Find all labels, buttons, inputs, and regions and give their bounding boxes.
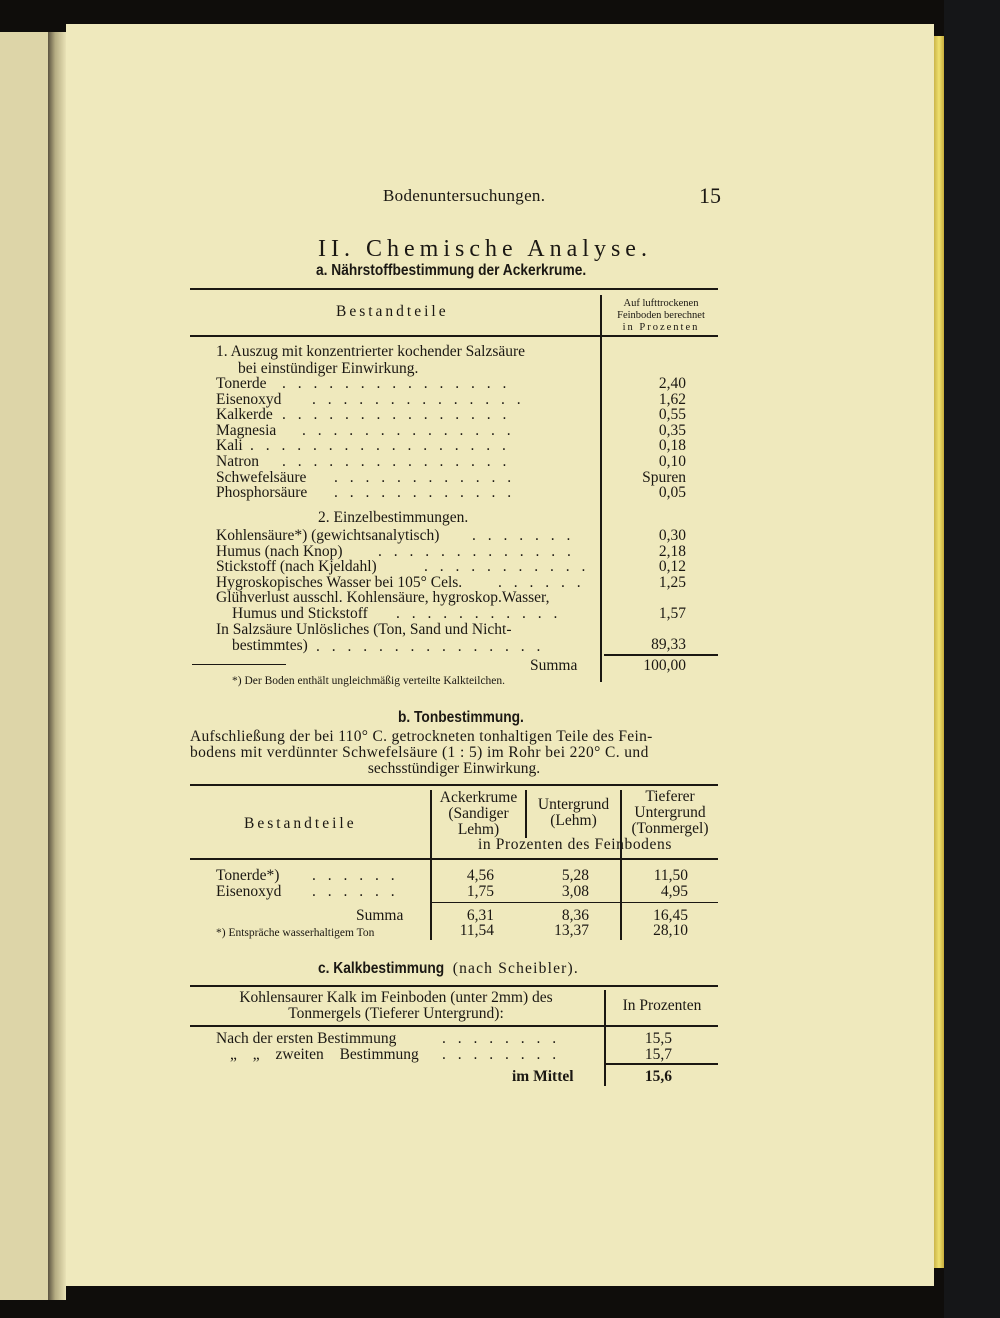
row-label: Kali (216, 437, 243, 455)
leader-dots: . . . . . . . . . . . . . . . . . . . . . . . . . . . . . . . . . . . . . . . . . . . . . . . . . . . . . . . . . . . . . . . . . . . . . . . . . . . . . . . . . . . . . . . . . . . . . . . . . . . . . . . . . . . . . . . . . . (250, 375, 525, 502)
row-value: 0,05 (658, 484, 686, 502)
table-b-col2-values: 5,28 3,08 (561, 867, 589, 900)
table-b-sum-rule (432, 902, 718, 903)
table-b-labels (216, 868, 281, 900)
mean-value: 15,6 (644, 1068, 672, 1085)
row-value: 2,40 (658, 375, 686, 392)
table-c-header-rule (190, 1025, 718, 1027)
row-label: Natron (216, 452, 260, 470)
row-label: Stickstoff (nach Kjeldahl) (216, 558, 377, 576)
unloesliches-value: 89,33 (651, 636, 686, 653)
row-value: 0,35 (658, 421, 686, 439)
row-label: Nach der ersten Bestimmung (216, 1030, 397, 1047)
row-label: Kohlensäure*) (gewichtsanalytisch) (216, 527, 440, 544)
row-label: Phosphorsäure (216, 484, 308, 502)
ton-value-1: 11,54 (459, 922, 494, 939)
table-c-values (606, 1031, 672, 1063)
row-label: Humus (nach Knop) (216, 542, 343, 560)
leader-dots: . . . . . . . . . . . . . . . (316, 638, 545, 655)
part-b-title: b. Tonbestimmung. (398, 709, 524, 726)
leader-dots: . . . . . . . . . . . . . . . . (442, 1030, 561, 1063)
mean-rule (606, 1063, 718, 1065)
group1-heading: 1. Auszug mit konzentrierter kochender Salzsäure bei einstündiger Einwirkung. (216, 343, 526, 377)
sum-rule (604, 654, 718, 656)
mean-label: im Mittel (512, 1068, 574, 1085)
table-b-col-label: Bestandteile (244, 815, 357, 832)
part-b-intro: Aufschließung der bei 110° C. getrockneten tonhaltigen Teile des Fein- bodens mit verdünnter Schwefelsäure (1 : 5) im Rohr bei 220° C. und sechsstündiger Einwirkung. (190, 728, 653, 777)
col-untergrund: Untergrund (Lehm) (537, 796, 610, 829)
gluehverlust-value: 1,57 (658, 605, 686, 622)
footnote-rule (192, 664, 286, 665)
table-b-top-rule (190, 784, 718, 786)
page-edges (934, 36, 944, 1268)
row-label: Eisenoxyd (216, 390, 282, 408)
row-label: Eisenoxyd (216, 883, 282, 900)
group2-heading: 2. Einzelbestimmungen. (318, 509, 469, 526)
group2-values (586, 528, 686, 590)
table-c-col-value: In Prozenten (622, 997, 702, 1014)
table-b-sum-2: 8,36 (561, 907, 589, 924)
book-cover (944, 0, 1000, 1318)
row-label: Tonerde (216, 375, 267, 392)
page-number: 15 (699, 183, 721, 208)
footnote-a: *) Der Boden enthält ungleichmäßig verteilte Kalkteilchen. (232, 675, 506, 687)
section-title: II. Chemische Analyse. (318, 236, 652, 262)
row-value: 0,12 (658, 558, 686, 576)
group1-values (586, 376, 686, 501)
row-label: Kalkerde (216, 406, 273, 424)
left-page-edge (0, 32, 48, 1300)
table-b-sum-3: 16,45 (653, 907, 688, 924)
col-tieferer-untergrund: Tieferer Untergrund (Tonmergel) (631, 788, 709, 837)
table-c-labels (216, 1031, 419, 1063)
row-value: 2,18 (658, 542, 686, 560)
running-title: Bodenuntersuchungen. (383, 186, 546, 205)
table-b-header-rule (190, 858, 718, 860)
sum-value: 100,00 (643, 657, 686, 674)
row-value: 0,18 (658, 437, 686, 455)
row-value: 0,30 (658, 527, 686, 544)
row-label: Magnesia (216, 421, 277, 439)
part-c-title: c. Kalkbestimmung (nach Scheibler). (318, 960, 579, 977)
table-a-col-value-label: Auf lufttrockenen Feinboden berechnet in Prozenten (617, 298, 705, 333)
row-label: Schwefelsäure (216, 468, 307, 486)
row-label: Tonerde*) (216, 867, 280, 884)
table-b-sum-1: 6,31 (466, 907, 494, 924)
table-a-header-rule (190, 335, 718, 337)
table-a-col-label: Bestandteile (336, 303, 449, 320)
table-c-col-label: Kohlensaurer Kalk im Feinboden (unter 2mm) des Tonmergels (Tieferer Untergrund): (239, 989, 553, 1022)
table-b-col1-values: 4,56 1,75 (466, 867, 494, 900)
table-b-sum-label: Summa (356, 907, 404, 924)
row-label: Hygroskopisches Wasser bei 105° Cels. (216, 573, 463, 591)
gluehverlust-label: Glühverlust ausschl. Kohlensäure, hygroskop.Wasser, Humus und Stickstoff (216, 589, 550, 622)
part-a-title: a. Nährstoffbestimmung der Ackerkrume. (316, 262, 587, 279)
book-gutter (48, 32, 66, 1300)
row-value: 0,10 (658, 452, 686, 470)
row-value: 15,5 (644, 1030, 672, 1047)
leader-dots: . . . . . . . . . . . (396, 605, 562, 622)
leader-dots: . . . . . . . . . . . . (312, 867, 399, 900)
ton-value-3: 28,10 (653, 922, 688, 939)
unit-line: in Prozenten des Feinbodens (478, 836, 672, 853)
row-value: 0,55 (658, 406, 686, 424)
ton-value-2: 13,37 (554, 922, 589, 939)
sum-label: Summa (530, 657, 578, 674)
unloesliches-label: In Salzsäure Unlösliches (Ton, Sand und Nicht- bestimmtes) (216, 621, 512, 654)
col-ackerkrume: Ackerkrume (Sandiger Lehm) (439, 789, 518, 838)
row-label: „ „ zweiten Bestimmung (230, 1046, 419, 1063)
row-value: Spuren (642, 468, 686, 486)
row-value: 1,25 (658, 573, 686, 591)
table-a-top-rule (190, 288, 718, 290)
row-value: 1,62 (658, 390, 686, 408)
table-b-col3-values: 11,50 4,95 (653, 867, 688, 900)
table-c-top-rule (190, 985, 718, 987)
leader-dots: . . . . . . . . . . . . . . . . . . . . . . . . . . . . . . . . . . . . . (378, 527, 590, 591)
footnote-b: *) Entspräche wasserhaltigem Ton (216, 927, 375, 939)
row-value: 15,7 (644, 1046, 672, 1063)
